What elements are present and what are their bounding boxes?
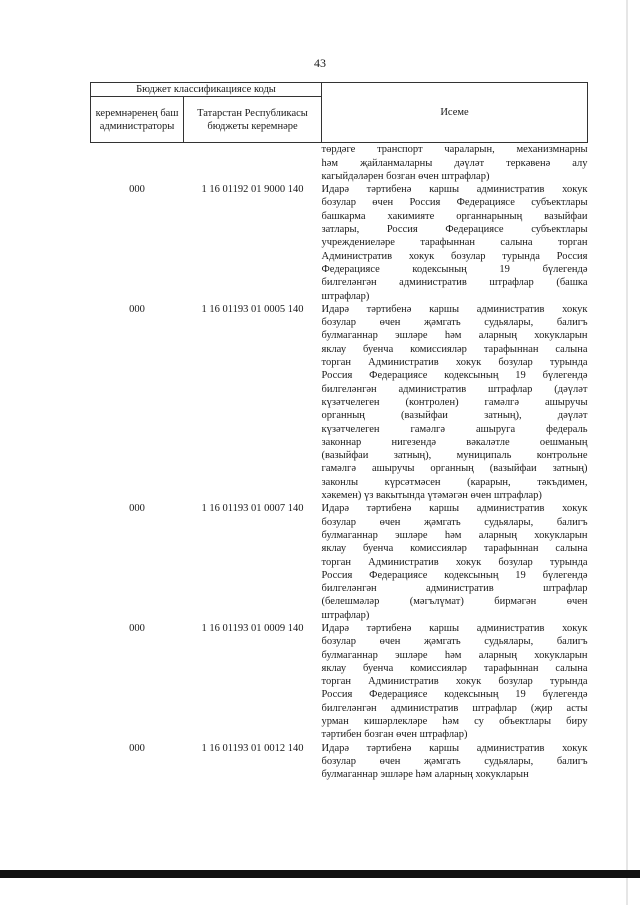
- name-line: тәртибен бозган өчен штрафлар): [321, 729, 468, 741]
- header-chief-administrator: керемнәренең баш администраторы: [91, 97, 184, 143]
- name-line: яклау буенча комиссияләр тарафыннан салына: [321, 543, 588, 555]
- name-line: гамәлгә ашыручы органның (вазыйфаи затның): [321, 463, 588, 475]
- revenue-name-cell: [322, 742, 588, 782]
- table-row: [91, 742, 588, 782]
- name-line: бозулар өчен җәмгать судьялары, балигъ: [321, 516, 588, 528]
- name-line: билгеләнгән административ штрафлар (башка: [321, 277, 588, 289]
- name-line: законнар нигезендә вәкаләтле оешманың: [321, 436, 588, 448]
- revenue-name-cell: [322, 622, 588, 742]
- admin-code-cell: [91, 143, 184, 183]
- name-line: булмаганнар эшләре һәм аларның хокукларын: [321, 769, 529, 781]
- budget-classification-table: [90, 82, 588, 782]
- name-line: башкарма хакимияте органнарының вазыйфаи: [321, 210, 588, 222]
- name-line: Россия Федерациясе кодексының 19 бүлегендә: [321, 569, 588, 581]
- name-line: (белешмәләр (мәгълүмат) бирмәгән өчен: [321, 596, 588, 608]
- revenue-name-cell: [322, 303, 588, 502]
- name-line: хәкемен) үз вакытында үтәмәгән өчен штрафлар): [321, 490, 542, 502]
- header-republic-budget-revenue: Татарстан Республикасы бюджеты керемнәре: [184, 97, 322, 143]
- budget-code-cell: 1 16 01193 01 0012 140: [201, 742, 304, 754]
- name-line: яклау буенча комиссияләр тарафыннан салына: [321, 343, 588, 355]
- name-line: Идарә тәртибенә каршы административ хокук: [321, 184, 588, 196]
- budget-code-cell: [184, 143, 322, 183]
- name-line: Идарә тәртибенә каршы административ хокук: [321, 303, 588, 315]
- name-line: органның (вазыйфаи затның), дәүләт: [321, 410, 588, 422]
- name-line: бозулар өчен җәмгать судьялары, балигъ: [321, 636, 588, 648]
- name-line: яклау буенча комиссияләр тарафыннан салына: [321, 662, 588, 674]
- table-row: [91, 183, 588, 303]
- revenue-name-cell: [322, 502, 588, 622]
- name-line: Идарә тәртибенә каршы административ хокук: [321, 742, 588, 754]
- name-line: булмаганнар эшләре һәм аларның хокукларын: [321, 649, 588, 661]
- budget-code-cell: 1 16 01193 01 0005 140: [201, 303, 304, 315]
- admin-code-cell: 000: [129, 303, 145, 315]
- name-line: урман кишәрлекләре һәм су объектлары биру: [321, 716, 588, 728]
- name-line: билгеләнгән административ штрафлар: [321, 583, 588, 595]
- name-line: Россия Федерациясе кодексының 19 бүлегендә: [321, 689, 588, 701]
- name-line: торган Административ хокук бозулар турында: [321, 676, 588, 688]
- name-line: билгеләнгән административ штрафлар (дәүләт: [321, 383, 588, 395]
- name-line: бозулар өчен Россия Федерациясе субъектлары: [321, 197, 588, 209]
- admin-code-cell: 000: [129, 184, 145, 196]
- admin-code-cell: 000: [129, 742, 145, 754]
- name-line: һәм җайланмаларны дәүләт теркәвенә алу: [321, 157, 588, 169]
- header-name: Исеме: [322, 83, 588, 143]
- table-row: [91, 303, 588, 502]
- budget-code-cell: 1 16 01192 01 9000 140: [201, 184, 304, 196]
- admin-code-cell: 000: [129, 503, 145, 515]
- name-line: кагыйдәләрен бозган өчен штрафлар): [321, 170, 490, 182]
- name-line: бозулар өчен җәмгать судьялары, балигъ: [321, 755, 588, 767]
- page-number: 43: [314, 56, 326, 70]
- table-row: [91, 622, 588, 742]
- name-line: бозулар өчен җәмгать судьялары, балигъ: [321, 317, 588, 329]
- revenue-name-cell: [322, 143, 588, 183]
- name-line: штрафлар): [321, 609, 370, 621]
- name-line: күзәтчелеген гамәлгә ашыруга федераль: [321, 423, 588, 435]
- name-line: законлы күрсәтмәсен (карарын, тәкъдимен,: [321, 476, 588, 488]
- name-line: учреждениеләре тарафыннан салына торган: [321, 237, 588, 249]
- header-budget-classification-code: Бюджет классификациясе коды: [91, 83, 322, 97]
- scan-edge: [626, 0, 628, 905]
- name-line: Россия Федерациясе кодексының 19 бүлегендә: [321, 370, 588, 382]
- name-line: Идарә тәртибенә каршы административ хокук: [321, 503, 588, 515]
- table-row: [91, 143, 588, 183]
- name-line: торган Административ хокук бозулар турында: [321, 556, 588, 568]
- budget-code-cell: 1 16 01193 01 0009 140: [201, 622, 304, 634]
- revenue-name-cell: [322, 183, 588, 303]
- name-line: билгеләнгән административ штрафлар (җир асты: [321, 702, 588, 714]
- name-line: Административ хокук бозулар турында Россия: [321, 250, 588, 262]
- name-line: (вазыйфаи затның), муниципаль контрольне: [321, 450, 588, 462]
- name-line: төрдәге транспорт чараларын, механизмнарны: [321, 144, 588, 156]
- name-line: Федерациясе кодексының 19 бүлегендә: [321, 263, 588, 275]
- name-line: торган Административ хокук бозулар турында: [321, 357, 588, 369]
- scan-bottom-bar: [0, 870, 640, 878]
- budget-code-cell: 1 16 01193 01 0007 140: [201, 503, 304, 515]
- name-line: күзәтчелеген (контролен) гамәлгә ашыручы: [321, 396, 588, 408]
- admin-code-cell: 000: [129, 622, 145, 634]
- table-row: [91, 502, 588, 622]
- table-body: [91, 143, 588, 782]
- name-line: Идарә тәртибенә каршы административ хокук: [321, 622, 588, 634]
- name-line: булмаганнар эшләре һәм аларның хокукларын: [321, 330, 588, 342]
- name-line: булмаганнар эшләре һәм аларның хокукларын: [321, 529, 588, 541]
- name-line: затлары, Россия Федерациясе субъектлары: [321, 224, 588, 236]
- name-line: штрафлар): [321, 290, 370, 302]
